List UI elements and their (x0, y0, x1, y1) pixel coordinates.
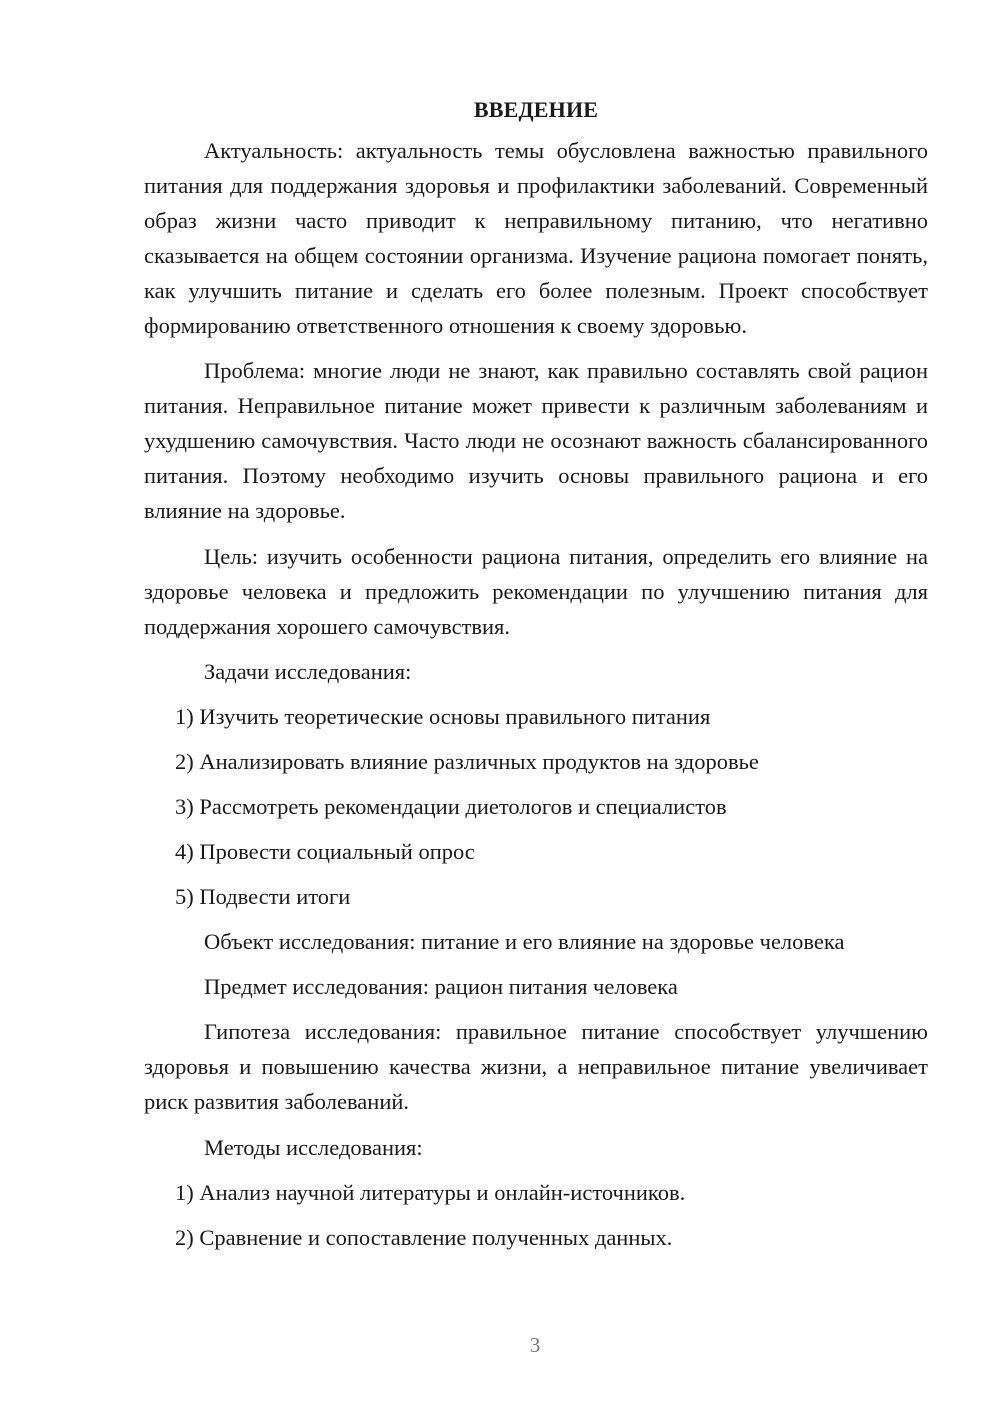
page-number: 3 (529, 1333, 541, 1357)
hypothesis-paragraph: Гипотеза исследования: правильное питание способствует улучшению здоровья и повышению качества жизни, а неправильное питание увеличивает риск развития заболеваний. (144, 1019, 928, 1114)
method-item-1: 1) Анализ научной литературы и онлайн-источников. (175, 1180, 686, 1205)
methods-heading: Методы исследования: (204, 1135, 423, 1160)
method-item-2: 2) Сравнение и сопоставление полученных данных. (175, 1225, 673, 1250)
task-item-4: 4) Провести социальный опрос (175, 839, 475, 864)
task-item-5: 5) Подвести итоги (175, 884, 351, 909)
document-page (144, 92, 928, 1255)
relevance-paragraph: Актуальность: актуальность темы обусловлена важностью правильного питания для поддержания здоровья и профилактики заболеваний. Современный образ жизни часто приводит к неправильному питанию, что негативно сказывается на общем состоянии организма. Изучение рациона помогает понять, как улучшить питание и сделать его более полезным. Проект способствует формированию ответственного отношения к своему здоровью. (144, 138, 928, 338)
document-title: ВВЕДЕНИЕ (473, 97, 599, 122)
goal-paragraph: Цель: изучить особенности рациона питания, определить его влияние на здоровье человека и предложить рекомендации по улучшению питания для поддержания хорошего самочувствия. (144, 544, 928, 639)
problem-paragraph: Проблема: многие люди не знают, как правильно составлять свой рацион питания. Неправильное питание может привести к различным заболеваниям и ухудшению самочувствия. Часто люди не осознают важность сбалансированного питания. Поэтому необходимо изучить основы правильного рациона и его влияние на здоровье. (144, 358, 928, 523)
task-item-3: 3) Рассмотреть рекомендации диетологов и специалистов (175, 794, 727, 819)
task-item-2: 2) Анализировать влияние различных продуктов на здоровье (175, 749, 759, 774)
subject-line: Предмет исследования: рацион питания человека (204, 974, 678, 999)
task-item-1: 1) Изучить теоретические основы правильного питания (175, 704, 711, 729)
object-line: Объект исследования: питание и его влияние на здоровье человека (204, 929, 845, 954)
tasks-heading: Задачи исследования: (204, 659, 412, 684)
